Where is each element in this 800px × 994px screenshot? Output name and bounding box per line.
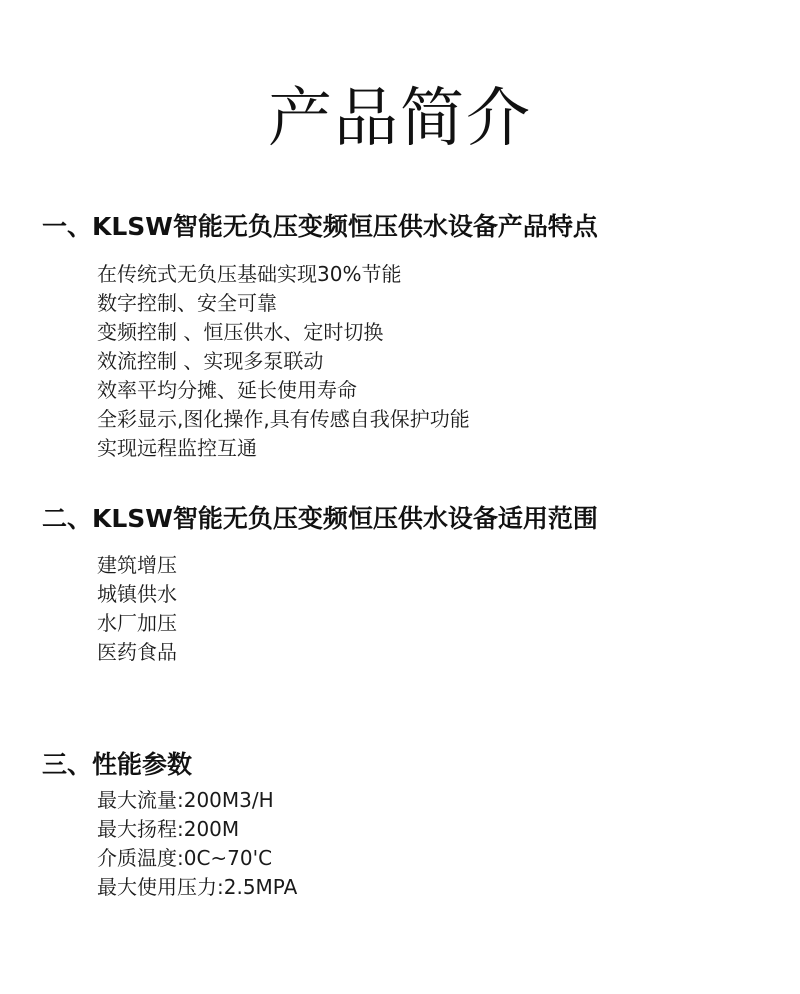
- list-item: 变频控制 、恒压供水、定时切换: [97, 320, 384, 344]
- list-item: 介质温度:0C~70'C: [97, 846, 273, 870]
- list-item: 最大扬程:200M: [97, 817, 240, 841]
- section-product-features: [42, 210, 762, 463]
- section-performance-parameters: [42, 748, 762, 902]
- list-item: 医药食品: [97, 640, 177, 664]
- list-item: 全彩显示,图化操作,具有传感自我保护功能: [97, 407, 470, 431]
- section-heading: 二、KLSW智能无负压变频恒压供水设备适用范围: [42, 504, 598, 533]
- list-item: 数字控制、安全可靠: [97, 291, 277, 315]
- list-item: 最大流量:200M3/H: [97, 788, 274, 812]
- parameter-list: [42, 786, 762, 902]
- list-item: 城镇供水: [97, 582, 177, 606]
- section-application-scope: [42, 502, 762, 667]
- list-item: 效流控制 、实现多泵联动: [97, 349, 324, 373]
- list-item: 建筑增压: [97, 553, 177, 577]
- list-item: 实现远程监控互通: [97, 436, 257, 460]
- section-heading: 一、KLSW智能无负压变频恒压供水设备产品特点: [42, 212, 598, 241]
- feature-list: [42, 260, 762, 463]
- section-heading: 三、性能参数: [42, 750, 193, 779]
- list-item: 水厂加压: [97, 611, 177, 635]
- list-item: 在传统式无负压基础实现30%节能: [97, 262, 402, 286]
- list-item: 效率平均分摊、延长使用寿命: [97, 378, 357, 402]
- page-title: 产品简介: [268, 81, 532, 156]
- scope-list: [42, 551, 762, 667]
- list-item: 最大使用压力:2.5MPA: [97, 875, 298, 899]
